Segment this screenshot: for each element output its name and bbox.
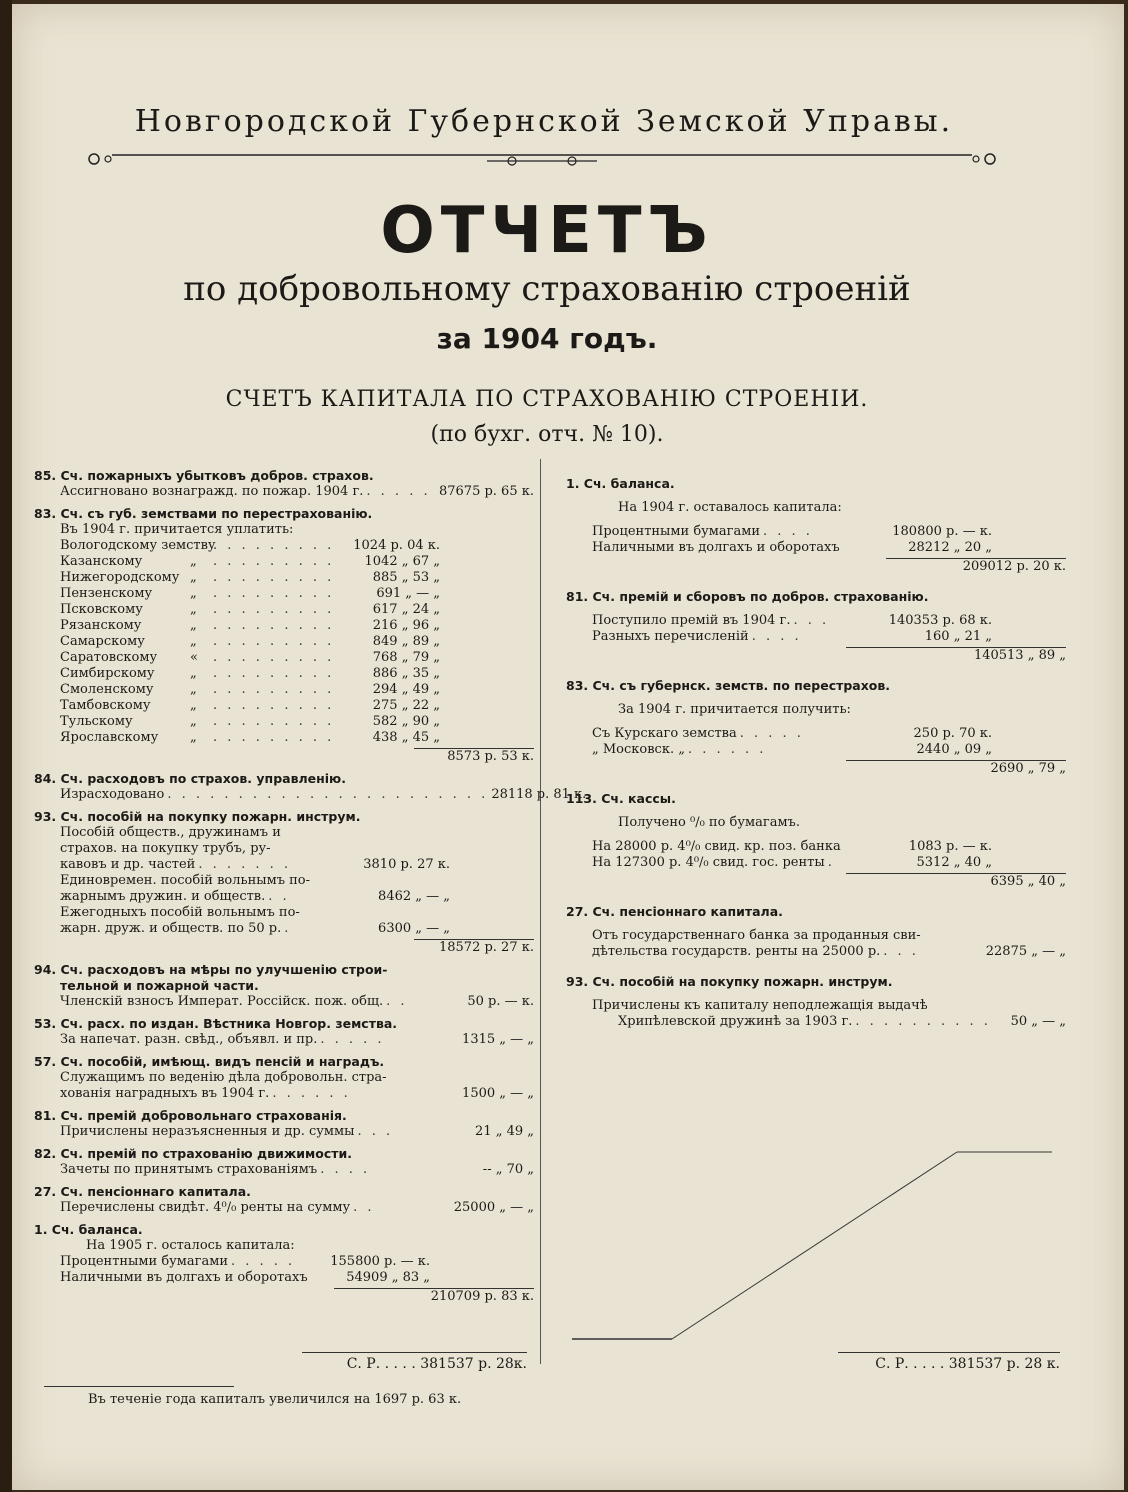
entry-row: На 28000 р. 4⁰/₀ свид. кр. поз. банка 1083 р. — к. (592, 839, 992, 854)
report-subtitle: по добровольному страхованію строеній (183, 269, 911, 309)
section-total: 2690 „ 79 „ (990, 761, 1066, 776)
cancellation-line (572, 1144, 1052, 1354)
entry-row: хованія наградныхъ въ 1904 г. . . . . . . 1500 „ — „ (60, 1086, 534, 1101)
zemstvo-row: Самарскому „ . . . . . . . . . 849 „ 89 „ (60, 634, 440, 649)
section-head: 1. Сч. баланса. (566, 476, 675, 491)
section-head: 83. Сч. съ губернск. земств. по перестрахов. (566, 678, 891, 693)
zemstvo-row: Нижегородскому „ . . . . . . . . . 885 „ 53 „ (60, 570, 440, 585)
section-head: 84. Сч. расходовъ по страхов. управленію. (34, 771, 346, 786)
credit-column (566, 470, 1066, 1030)
section-head: 27. Сч. пенсіоннаго капитала. (34, 1184, 251, 1199)
header-title: Новгородской Губернской Земской Управы. (134, 104, 954, 139)
entry-row: На 127300 р. 4⁰/₀ свид. гос. ренты . 5312 „ 40 „ (592, 855, 992, 870)
entry-row: Израсходовано . . . . . . . . . . . . . . . . . . . . . . . 28118 р. 81 к. (60, 787, 587, 802)
footnote-rule (44, 1386, 234, 1387)
section-head: 82. Сч. премій по страхованію движимости. (34, 1146, 352, 1161)
report-year: за 1904 годъ. (436, 322, 658, 355)
entry-row: дѣтельства государств. ренты на 25000 р. . . . 22875 „ — „ (592, 944, 1066, 959)
debit-column (34, 462, 587, 1305)
section-total: 18572 р. 27 к. (438, 940, 534, 955)
section-intro: На 1905 г. осталось капитала: (86, 1238, 295, 1253)
entry-row: жарн. друж. и обществ. по 50 р. . 6300 „ — „ (60, 921, 450, 936)
section-total: 140513 „ 89 „ (973, 648, 1066, 663)
entry-text: страхов. на покупку трубъ, ру- (60, 841, 271, 856)
section-head: 57. Сч. пособій, имѣющ. видъ пенсій и наградъ. (34, 1054, 385, 1069)
section-head: 85. Сч. пожарныхъ убытковъ добров. страхов. (34, 468, 374, 483)
zemstvo-row: Тамбовскому „ . . . . . . . . . 275 „ 22 „ (60, 698, 440, 713)
entry-text: Отъ государственнаго банка за проданныя сви- (592, 928, 921, 943)
section-intro: За 1904 г. причитается получить: (618, 702, 851, 717)
footnote: Въ теченіе года капиталъ увеличился на 1697 р. 63 к. (88, 1392, 462, 1407)
section-total: 209012 р. 20 к. (962, 559, 1066, 574)
entry-text: Служащимъ по веденію дѣла добровольн. стра- (60, 1070, 387, 1085)
zemstvo-list (34, 538, 534, 746)
entry-row: Поступило премій въ 1904 г. . . . 140353 р. 68 к. (592, 613, 992, 628)
section-head: 94. Сч. расходовъ на мѣры по улучшенію строи- (34, 962, 388, 977)
zemstvo-row: Саратовскому « . . . . . . . . . 768 „ 79 „ (60, 650, 440, 665)
section-total: 8573 р. 53 к. (447, 749, 534, 764)
section-total: 210709 р. 83 к. (430, 1289, 534, 1304)
entry-row: кавовъ и др. частей . . . . . . . 3810 р. 27 к. (60, 857, 450, 872)
column-divider (540, 459, 541, 1364)
entry-text: Причислены къ капиталу неподлежащія выдачѣ (592, 998, 928, 1013)
grand-total-rule (838, 1352, 1060, 1353)
entry-text: Ежегодныхъ пособій вольнымъ по- (60, 905, 300, 920)
section-total: 6395 „ 40 „ (990, 874, 1066, 889)
entry-row: Причислены неразъясненныя и др. суммы . . . 21 „ 49 „ (60, 1124, 534, 1139)
entry-row: жарнымъ дружин. и обществ. . . 8462 „ — „ (60, 889, 450, 904)
grand-total-debit: С. Р. . . . . 381537 р. 28к. (346, 1356, 527, 1372)
entry-row: „ Московск. „ . . . . . . 2440 „ 09 „ (592, 742, 992, 757)
entry-row: Хрипѣлевской дружинѣ за 1903 г. . . . . . . . . . . 50 „ — „ (618, 1014, 1066, 1029)
section-head-cont: тельной и пожарной части. (60, 978, 259, 993)
zemstvo-row: Тульскому „ . . . . . . . . . 582 „ 90 „ (60, 714, 440, 729)
entry-row: Разныхъ перечисленій . . . . 160 „ 21 „ (592, 629, 992, 644)
account-title: СЧЕТЪ КАПИТАЛА ПО СТРАХОВАНІЮ СТРОЕНІИ. (225, 387, 869, 412)
entry-row: Процентными бумагами . . . . 180800 р. — к. (592, 524, 992, 539)
section-intro: На 1904 г. оставалось капитала: (618, 500, 842, 515)
section-head: 53. Сч. расх. по издан. Вѣстника Новгор. земства. (34, 1016, 398, 1031)
section-intro: Въ 1904 г. причитается уплатить: (60, 522, 294, 537)
entry-row: Съ Курскаго земства . . . . . 250 р. 70 к. (592, 726, 992, 741)
entry-row: Ассигновано вознагражд. по пожар. 1904 г. . . . . . 87675 р. 65 к. (60, 484, 534, 499)
zemstvo-row: Рязанскому „ . . . . . . . . . 216 „ 96 „ (60, 618, 440, 633)
zemstvo-row: Смоленскому „ . . . . . . . . . 294 „ 49 „ (60, 682, 440, 697)
section-head: 113. Сч. кассы. (566, 791, 676, 806)
header-ornament-rule (82, 151, 1002, 171)
entry-row: Наличными въ долгахъ и оборотахъ 28212 „ 20 „ (592, 540, 992, 555)
entry-text: Пособій обществ., дружинамъ и (60, 825, 281, 840)
entry-text: Единовремен. пособій вольнымъ по- (60, 873, 310, 888)
zemstvo-row: Пензенскому „ . . . . . . . . . 691 „ — „ (60, 586, 440, 601)
entry-row: Процентными бумагами . . . . . 155800 р. — к. (60, 1254, 430, 1269)
entry-row: За напечат. разн. свѣд., объявл. и пр. . . . . . 1315 „ — „ (60, 1032, 534, 1047)
section-head: 27. Сч. пенсіоннаго капитала. (566, 904, 783, 919)
section-head: 93. Сч. пособій на покупку пожарн. инструм. (34, 809, 361, 824)
section-head: 81. Сч. премій добровольнаго страхованія. (34, 1108, 347, 1123)
section-head: 93. Сч. пособій на покупку пожарн. инструм. (566, 974, 893, 989)
section-head: 83. Сч. съ губ. земствами по перестрахованію. (34, 506, 373, 521)
section-intro: Получено ⁰/₀ по бумагамъ. (618, 815, 800, 830)
account-subtitle: (по бухг. отч. № 10). (430, 422, 664, 447)
entry-row: Членскій взносъ Императ. Россійск. пож. общ. . . 50 р. — к. (60, 994, 534, 1009)
entry-row: Наличными въ долгахъ и оборотахъ 54909 „ 83 „ (60, 1270, 430, 1285)
zemstvo-row: Вологодскому земству . . . . . . . . . 1024 р. 04 к. (60, 538, 440, 553)
section-head: 1. Сч. баланса. (34, 1222, 143, 1237)
document-page (12, 4, 1124, 1490)
entry-row: Перечислены свидѣт. 4⁰/₀ ренты на сумму . . 25000 „ — „ (60, 1200, 534, 1215)
section-head: 81. Сч. премій и сборовъ по добров. страхованію. (566, 589, 929, 604)
zemstvo-row: Казанскому „ . . . . . . . . . 1042 „ 67 „ (60, 554, 440, 569)
grand-total-credit: С. Р. . . . . 381537 р. 28 к. (875, 1356, 1060, 1372)
report-title: ОТЧЕТЪ (380, 194, 714, 268)
entry-row: Зачеты по принятымъ страхованіямъ . . . . -- „ 70 „ (60, 1162, 534, 1177)
page-edge (0, 0, 12, 1492)
zemstvo-row: Псковскому „ . . . . . . . . . 617 „ 24 „ (60, 602, 440, 617)
zemstvo-row: Ярославскому „ . . . . . . . . . 438 „ 45 „ (60, 730, 440, 745)
grand-total-rule (302, 1352, 527, 1353)
zemstvo-row: Симбирскому „ . . . . . . . . . 886 „ 35 „ (60, 666, 440, 681)
